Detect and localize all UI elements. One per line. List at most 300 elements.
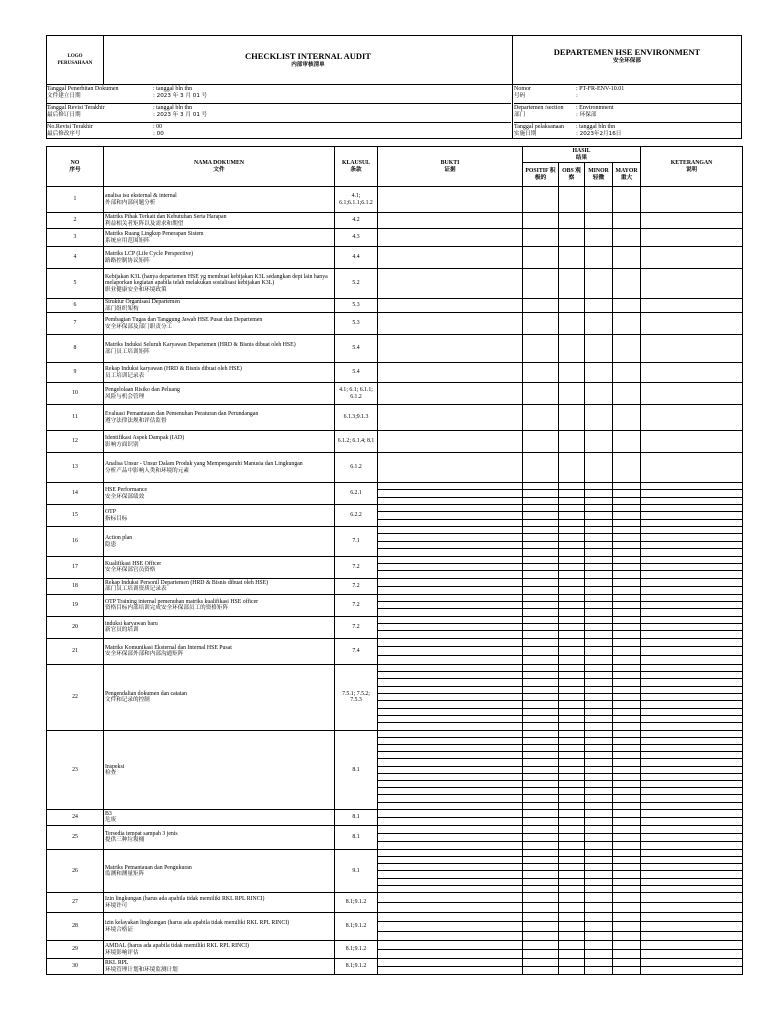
evidence-cell[interactable] xyxy=(378,638,523,664)
clause-cell: 8.1;9.1.2 xyxy=(335,941,378,959)
observation-cell[interactable] xyxy=(559,269,585,299)
remarks-cell[interactable] xyxy=(641,893,743,913)
table-row xyxy=(47,893,743,913)
observation-cell[interactable] xyxy=(559,578,585,594)
observation-cell[interactable] xyxy=(559,959,585,975)
meta-label-cn: 实施日期 xyxy=(514,131,537,137)
table-row xyxy=(47,187,743,213)
major-cell[interactable] xyxy=(613,594,641,616)
observation-cell[interactable] xyxy=(559,483,585,505)
document-name: AMDAL (harus ada apabila tidak memiliki RKL RPL RINCI) xyxy=(105,943,249,950)
col-klausul: KLAUSUL 条款 xyxy=(335,147,378,187)
positive-cell[interactable] xyxy=(523,557,559,579)
document-cell xyxy=(104,809,335,825)
observation-cell[interactable] xyxy=(559,825,585,849)
clause-cell: 7.4 xyxy=(335,638,378,664)
observation-cell[interactable] xyxy=(559,638,585,664)
evidence-cell[interactable] xyxy=(378,825,523,849)
minor-cell[interactable] xyxy=(585,557,613,579)
document-name-cn: 新官员的培训 xyxy=(105,627,139,634)
major-cell[interactable] xyxy=(613,527,641,557)
major-cell[interactable] xyxy=(613,363,641,383)
minor-cell[interactable] xyxy=(585,959,613,975)
minor-cell[interactable] xyxy=(585,229,613,247)
table-row xyxy=(47,959,743,975)
positive-cell[interactable] xyxy=(523,213,559,229)
meta-left-item xyxy=(47,123,511,141)
major-cell[interactable] xyxy=(613,269,641,299)
document-name-cn: 隐患 xyxy=(105,541,117,548)
meta-label: Tanggal Penerbitan Dokumen xyxy=(47,86,119,92)
minor-cell[interactable] xyxy=(585,453,613,483)
row-number: 30 xyxy=(47,959,104,975)
remarks-cell[interactable] xyxy=(641,638,743,664)
remarks-cell[interactable] xyxy=(641,849,743,892)
document-name-cn: 环境管理计划和环境监测计划 xyxy=(105,966,178,973)
minor-cell[interactable] xyxy=(585,213,613,229)
meta-value: : Environmnent xyxy=(576,105,614,111)
remarks-cell[interactable] xyxy=(641,483,743,505)
remarks-cell[interactable] xyxy=(641,229,743,247)
observation-cell[interactable] xyxy=(559,187,585,213)
positive-cell[interactable] xyxy=(523,638,559,664)
document-cell xyxy=(104,299,335,313)
table-row xyxy=(47,313,743,335)
table-row xyxy=(47,453,743,483)
minor-cell[interactable] xyxy=(585,664,613,730)
evidence-cell[interactable] xyxy=(378,453,523,483)
remarks-cell[interactable] xyxy=(641,313,743,335)
meta-right-item xyxy=(514,104,741,123)
remarks-cell[interactable] xyxy=(641,299,743,313)
evidence-cell[interactable] xyxy=(378,557,523,579)
major-cell[interactable] xyxy=(613,557,641,579)
positive-cell[interactable] xyxy=(523,363,559,383)
minor-cell[interactable] xyxy=(585,505,613,527)
remarks-cell[interactable] xyxy=(641,941,743,959)
document-cell xyxy=(104,505,335,527)
major-cell[interactable] xyxy=(613,893,641,913)
remarks-cell[interactable] xyxy=(641,825,743,849)
remarks-cell[interactable] xyxy=(641,616,743,638)
remarks-cell[interactable] xyxy=(641,557,743,579)
document-name: Evaluasi Pemantauan dan Pemenuhan Peraturan dan Perundangan xyxy=(105,411,259,418)
document-name-cn: 监测和测量矩阵 xyxy=(105,870,145,877)
positive-cell[interactable] xyxy=(523,247,559,269)
col-bukti: BUKTI 证据 xyxy=(378,147,523,187)
document-cell xyxy=(104,431,335,453)
positive-cell[interactable] xyxy=(523,825,559,849)
evidence-cell[interactable] xyxy=(378,959,523,975)
document-name-cn: 安全环保部外部和内部沟通矩阵 xyxy=(105,651,184,658)
evidence-cell[interactable] xyxy=(378,809,523,825)
positive-cell[interactable] xyxy=(523,313,559,335)
document-cell xyxy=(104,616,335,638)
observation-cell[interactable] xyxy=(559,431,585,453)
remarks-cell[interactable] xyxy=(641,453,743,483)
minor-cell[interactable] xyxy=(585,941,613,959)
evidence-cell[interactable] xyxy=(378,849,523,892)
remarks-cell[interactable] xyxy=(641,269,743,299)
positive-cell[interactable] xyxy=(523,594,559,616)
positive-cell[interactable] xyxy=(523,483,559,505)
major-cell[interactable] xyxy=(613,959,641,975)
document-name-cn: 风险与机会管理 xyxy=(105,393,145,400)
observation-cell[interactable] xyxy=(559,383,585,405)
document-cell xyxy=(104,664,335,730)
evidence-cell[interactable] xyxy=(378,913,523,941)
major-cell[interactable] xyxy=(613,187,641,213)
observation-cell[interactable] xyxy=(559,313,585,335)
table-row xyxy=(47,594,743,616)
remarks-cell[interactable] xyxy=(641,527,743,557)
evidence-cell[interactable] xyxy=(378,578,523,594)
meta-label: Tanggal pelaksanaan xyxy=(514,124,565,130)
clause-cell: 8.1 xyxy=(335,730,378,809)
observation-cell[interactable] xyxy=(559,664,585,730)
minor-cell[interactable] xyxy=(585,638,613,664)
observation-cell[interactable] xyxy=(559,405,585,431)
minor-cell[interactable] xyxy=(585,849,613,892)
col-positif: POSITIF 积极的 xyxy=(523,163,559,187)
major-cell[interactable] xyxy=(613,825,641,849)
document-cell xyxy=(104,405,335,431)
observation-cell[interactable] xyxy=(559,505,585,527)
meta-label-cn: 文件建立日期 xyxy=(47,93,81,99)
document-name-cn: 危废 xyxy=(105,817,117,824)
evidence-cell[interactable] xyxy=(378,299,523,313)
observation-cell[interactable] xyxy=(559,527,585,557)
positive-cell[interactable] xyxy=(523,849,559,892)
remarks-cell[interactable] xyxy=(641,431,743,453)
major-cell[interactable] xyxy=(613,638,641,664)
minor-cell[interactable] xyxy=(585,483,613,505)
major-cell[interactable] xyxy=(613,335,641,363)
major-cell[interactable] xyxy=(613,383,641,405)
evidence-cell[interactable] xyxy=(378,730,523,809)
remarks-cell[interactable] xyxy=(641,594,743,616)
remarks-cell[interactable] xyxy=(641,913,743,941)
positive-cell[interactable] xyxy=(523,578,559,594)
positive-cell[interactable] xyxy=(523,229,559,247)
document-cell xyxy=(104,594,335,616)
document-name: Analisa Unsur - Unsur Dalam Produk yang Mempengaruhi Manusia dan Lingkungan xyxy=(105,461,303,468)
positive-cell[interactable] xyxy=(523,893,559,913)
row-number: 18 xyxy=(47,578,104,594)
minor-cell[interactable] xyxy=(585,335,613,363)
major-cell[interactable] xyxy=(613,483,641,505)
remarks-cell[interactable] xyxy=(641,247,743,269)
minor-cell[interactable] xyxy=(585,313,613,335)
document-name-cn: 路路控制协议矩阵 xyxy=(105,257,150,264)
document-cell xyxy=(104,849,335,892)
observation-cell[interactable] xyxy=(559,247,585,269)
major-cell[interactable] xyxy=(613,313,641,335)
document-cell xyxy=(104,730,335,809)
major-cell[interactable] xyxy=(613,664,641,730)
clause-cell: 4.3 xyxy=(335,229,378,247)
minor-cell[interactable] xyxy=(585,431,613,453)
major-cell[interactable] xyxy=(613,809,641,825)
meta-value-cn: : 00 xyxy=(153,131,164,137)
evidence-cell[interactable] xyxy=(378,269,523,299)
major-cell[interactable] xyxy=(613,616,641,638)
document-cell xyxy=(104,313,335,335)
evidence-cell[interactable] xyxy=(378,616,523,638)
document-cell xyxy=(104,893,335,913)
table-row xyxy=(47,578,743,594)
meta-divider xyxy=(512,84,513,139)
col-nama: NAMA DOKUMEN 文件 xyxy=(104,147,335,187)
positive-cell[interactable] xyxy=(523,453,559,483)
document-name: Pembagian Tugas dan Tanggung Jawab HSE Pusat dan Departemen xyxy=(105,317,263,324)
remarks-cell[interactable] xyxy=(641,959,743,975)
document-name: Matriks Ruang Lingkup Penerapan Sistem xyxy=(105,231,204,238)
major-cell[interactable] xyxy=(613,247,641,269)
positive-cell[interactable] xyxy=(523,405,559,431)
document-name-cn: 部门员工培训矩阵 xyxy=(105,348,150,355)
clause-cell: 7.5.1; 7.5.2; 7.5.3 xyxy=(335,664,378,730)
document-name-cn: 文件和记录的控制 xyxy=(105,697,150,704)
major-cell[interactable] xyxy=(613,578,641,594)
observation-cell[interactable] xyxy=(559,809,585,825)
evidence-cell[interactable] xyxy=(378,505,523,527)
positive-cell[interactable] xyxy=(523,187,559,213)
major-cell[interactable] xyxy=(613,299,641,313)
evidence-cell[interactable] xyxy=(378,527,523,557)
clause-cell: 7.2 xyxy=(335,616,378,638)
evidence-cell[interactable] xyxy=(378,313,523,335)
remarks-cell[interactable] xyxy=(641,187,743,213)
positive-cell[interactable] xyxy=(523,664,559,730)
table-row xyxy=(47,383,743,405)
major-cell[interactable] xyxy=(613,913,641,941)
row-number: 13 xyxy=(47,453,104,483)
positive-cell[interactable] xyxy=(523,941,559,959)
observation-cell[interactable] xyxy=(559,616,585,638)
minor-cell[interactable] xyxy=(585,247,613,269)
clause-cell: 6.2.2 xyxy=(335,505,378,527)
positive-cell[interactable] xyxy=(523,959,559,975)
major-cell[interactable] xyxy=(613,941,641,959)
document-title-cn: 内部审核清单 xyxy=(291,62,325,68)
meta-right xyxy=(514,85,741,141)
major-cell[interactable] xyxy=(613,453,641,483)
minor-cell[interactable] xyxy=(585,825,613,849)
evidence-cell[interactable] xyxy=(378,187,523,213)
minor-cell[interactable] xyxy=(585,527,613,557)
document-name-cn: 遵守法律法规和评估监督 xyxy=(105,417,167,424)
observation-cell[interactable] xyxy=(559,849,585,892)
remarks-cell[interactable] xyxy=(641,505,743,527)
meta-right-item xyxy=(514,85,741,104)
major-cell[interactable] xyxy=(613,229,641,247)
clause-cell: 4.4 xyxy=(335,247,378,269)
minor-cell[interactable] xyxy=(585,616,613,638)
meta-value: : 00 xyxy=(153,124,163,130)
document-cell xyxy=(104,187,335,213)
observation-cell[interactable] xyxy=(559,363,585,383)
document-name-cn: 安全环保部绩效 xyxy=(105,493,145,500)
document-name-cn: 部门组织架构 xyxy=(105,305,139,312)
remarks-cell[interactable] xyxy=(641,664,743,730)
observation-cell[interactable] xyxy=(559,229,585,247)
document-name-cn: 利益相关者矩阵以及需求和期望 xyxy=(105,220,184,227)
meta-value: : tanggal bln thn xyxy=(153,105,193,111)
evidence-cell[interactable] xyxy=(378,941,523,959)
evidence-cell[interactable] xyxy=(378,247,523,269)
meta-left-item xyxy=(47,104,511,123)
major-cell[interactable] xyxy=(613,431,641,453)
positive-cell[interactable] xyxy=(523,527,559,557)
minor-cell[interactable] xyxy=(585,299,613,313)
table-row xyxy=(47,229,743,247)
positive-cell[interactable] xyxy=(523,335,559,363)
document-cell xyxy=(104,335,335,363)
document-name-cn: 职业健康安全和环境政策 xyxy=(105,286,167,293)
positive-cell[interactable] xyxy=(523,431,559,453)
evidence-cell[interactable] xyxy=(378,383,523,405)
positive-cell[interactable] xyxy=(523,809,559,825)
clause-cell: 8.1 xyxy=(335,809,378,825)
document-name-cn: 安全环保部及部门职责分工 xyxy=(105,323,173,330)
minor-cell[interactable] xyxy=(585,893,613,913)
table-row xyxy=(47,913,743,941)
meta-left xyxy=(47,85,511,141)
remarks-cell[interactable] xyxy=(641,405,743,431)
remarks-cell[interactable] xyxy=(641,383,743,405)
major-cell[interactable] xyxy=(613,213,641,229)
department-title-cn: 安全环保部 xyxy=(613,58,641,64)
table-row xyxy=(47,849,743,892)
evidence-cell[interactable] xyxy=(378,213,523,229)
observation-cell[interactable] xyxy=(559,594,585,616)
positive-cell[interactable] xyxy=(523,913,559,941)
evidence-cell[interactable] xyxy=(378,229,523,247)
evidence-cell[interactable] xyxy=(378,893,523,913)
table-row xyxy=(47,269,743,299)
row-number: 5 xyxy=(47,269,104,299)
meta-label-cn: 号码 xyxy=(514,93,526,99)
logo-text-2: PERUSAHAAN xyxy=(57,60,93,66)
table-row xyxy=(47,557,743,579)
row-number: 3 xyxy=(47,229,104,247)
remarks-cell[interactable] xyxy=(641,363,743,383)
col-keterangan: KETERANGAN 说明 xyxy=(641,147,743,187)
row-number: 15 xyxy=(47,505,104,527)
evidence-cell[interactable] xyxy=(378,363,523,383)
minor-cell[interactable] xyxy=(585,405,613,431)
major-cell[interactable] xyxy=(613,405,641,431)
minor-cell[interactable] xyxy=(585,594,613,616)
meta-value: : tanggal bln thn xyxy=(153,86,193,92)
document-name: izin kelayakan lingkungan (harus ada apabila tidak memiliki RKL RPL RINCI) xyxy=(105,920,290,927)
evidence-cell[interactable] xyxy=(378,335,523,363)
observation-cell[interactable] xyxy=(559,893,585,913)
observation-cell[interactable] xyxy=(559,730,585,809)
meta-value-cn: : 2023 年 3 月 01 号 xyxy=(153,93,208,99)
minor-cell[interactable] xyxy=(585,383,613,405)
document-name: OTP Training internal pemenuhan matriks kualifikasi HSE officer xyxy=(105,598,259,605)
positive-cell[interactable] xyxy=(523,383,559,405)
observation-cell[interactable] xyxy=(559,453,585,483)
meta-label: Nomor xyxy=(514,86,531,92)
table-row xyxy=(47,213,743,229)
observation-cell[interactable] xyxy=(559,941,585,959)
minor-cell[interactable] xyxy=(585,809,613,825)
positive-cell[interactable] xyxy=(523,269,559,299)
document-cell xyxy=(104,269,335,299)
document-cell xyxy=(104,527,335,557)
row-number: 12 xyxy=(47,431,104,453)
minor-cell[interactable] xyxy=(585,363,613,383)
observation-cell[interactable] xyxy=(559,557,585,579)
document-name: Matriks LCP (Life Cycle Perspective) xyxy=(105,251,194,258)
positive-cell[interactable] xyxy=(523,730,559,809)
row-number: 6 xyxy=(47,299,104,313)
positive-cell[interactable] xyxy=(523,616,559,638)
document-name: Rekap Induksi karyawan (HRD & Bisnis dibuat oleh HSE) xyxy=(105,366,242,373)
positive-cell[interactable] xyxy=(523,505,559,527)
logo-box xyxy=(46,35,104,85)
positive-cell[interactable] xyxy=(523,299,559,313)
evidence-cell[interactable] xyxy=(378,594,523,616)
minor-cell[interactable] xyxy=(585,269,613,299)
document-cell xyxy=(104,247,335,269)
document-name-cn: 安全环保部官员资格 xyxy=(105,567,156,574)
meta-value-cn: : 2023年2月16日 xyxy=(576,131,622,137)
table-row xyxy=(47,825,743,849)
minor-cell[interactable] xyxy=(585,187,613,213)
meta-value-cn: : 2023 年 3 月 01 号 xyxy=(153,112,208,118)
table-row xyxy=(47,405,743,431)
col-hasil: HASIL 结果 xyxy=(523,147,641,163)
document-name: Pengelolaan Risiko dan Peluang xyxy=(105,387,180,394)
row-number: 16 xyxy=(47,527,104,557)
minor-cell[interactable] xyxy=(585,913,613,941)
observation-cell[interactable] xyxy=(559,299,585,313)
minor-cell[interactable] xyxy=(585,578,613,594)
remarks-cell[interactable] xyxy=(641,335,743,363)
table-row xyxy=(47,247,743,269)
table-row xyxy=(47,527,743,557)
document-name: HSE Performance xyxy=(105,487,148,494)
clause-cell: 5.4 xyxy=(335,335,378,363)
major-cell[interactable] xyxy=(613,505,641,527)
evidence-cell[interactable] xyxy=(378,664,523,730)
table-row xyxy=(47,335,743,363)
remarks-cell[interactable] xyxy=(641,809,743,825)
document-cell xyxy=(104,913,335,941)
row-number: 24 xyxy=(47,809,104,825)
major-cell[interactable] xyxy=(613,849,641,892)
clause-cell: 4.1; 6.1; 6.1.1; 6.1.2 xyxy=(335,383,378,405)
evidence-cell[interactable] xyxy=(378,405,523,431)
observation-cell[interactable] xyxy=(559,335,585,363)
evidence-cell[interactable] xyxy=(378,483,523,505)
observation-cell[interactable] xyxy=(559,213,585,229)
remarks-cell[interactable] xyxy=(641,578,743,594)
clause-cell: 8.1;9.1.2 xyxy=(335,913,378,941)
major-cell[interactable] xyxy=(613,730,641,809)
row-number: 21 xyxy=(47,638,104,664)
remarks-cell[interactable] xyxy=(641,730,743,809)
document-cell xyxy=(104,383,335,405)
remarks-cell[interactable] xyxy=(641,213,743,229)
minor-cell[interactable] xyxy=(585,730,613,809)
evidence-cell[interactable] xyxy=(378,431,523,453)
observation-cell[interactable] xyxy=(559,913,585,941)
